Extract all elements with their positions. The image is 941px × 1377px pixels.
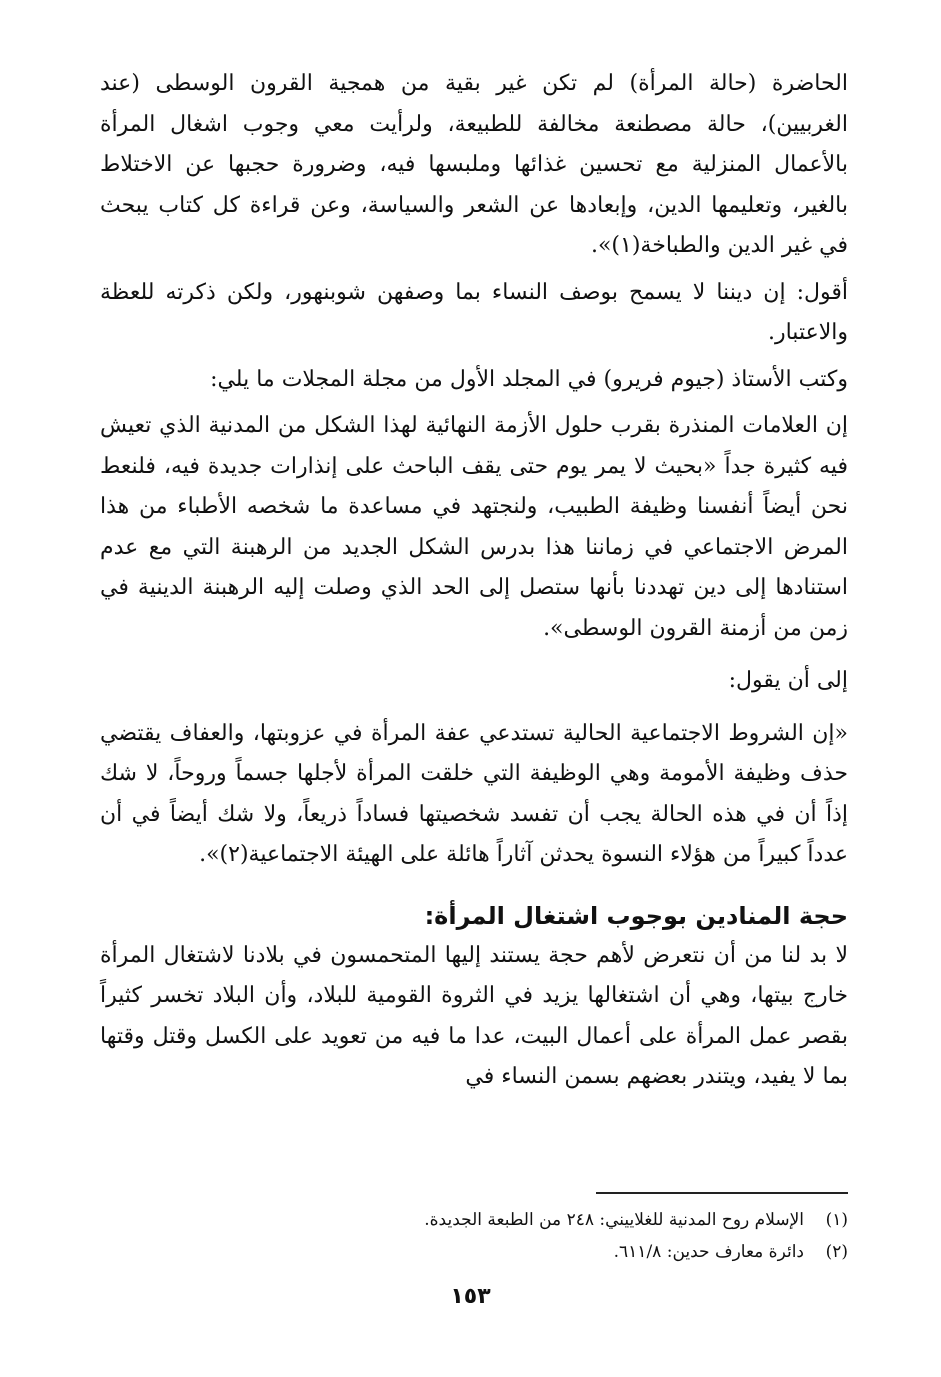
footnotes <box>100 1204 848 1268</box>
paragraph-1: الحاضرة (حالة المرأة) لم تكن غير بقية من همجية القرون الوسطى (عند الغربيين)، حالة مصطنعة مخالفة للطبيعة، ولرأيت معي وجوب اشغال المرأة بالأعمال المنزلية مع تحسين غذائها وملبسها فيه، وضرورة حجبها عن الاختلاط بالغير، وتعليمها الدين، وإبعادها عن الشعر والسياسة، وعن قراءة كل كتاب يبحث في غير الدين والطباخة(١)». <box>100 71 848 258</box>
paragraph-final: لا بد لنا من أن نتعرض لأهم حجة يستند إليها المتحمسون في بلادنا لاشتغال المرأة خارج بيتها، وهي أن اشتغالها يزيد في الثروة القومية للبلاد، وأن البلاد تخسر كثيراً بقصر عمل المرأة على أعمال البيت، عدا ما فيه من تعويد على الكسل وقتل وقتها بما لا يفيد، ويتندر بعضهم بسمن النساء في <box>100 942 848 1089</box>
paragraph-6: «إن الشروط الاجتماعية الحالية تستدعي عفة المرأة في عزوبتها، والعفاف يقتضي حذف وظيفة الأمومة وهي الوظيفة التي خلقت المرأة لأجلها جسماً وروحاً، لا شك إذاً أن في هذه الحالة يجب أن تفسد شخصيتها فساداً ذريعاً، ولا شك أيضاً في أن عدداً كبيراً من هؤلاء النسوة يحدثن آثاراً هائلة على الهيئة الاجتماعية(٢)». <box>100 720 848 867</box>
footnote-text: الإسلام روح المدنية للغلاييني: ٢٤٨ من الطبعة الجديدة. <box>424 1210 804 1230</box>
footnote-number: (١) <box>825 1210 848 1230</box>
footnote-2 <box>100 1236 848 1268</box>
footnote-text: دائرة معارف حدين: ٦١١/٨. <box>613 1242 804 1262</box>
footnote-divider <box>596 1192 848 1194</box>
section-heading: حجة المنادين بوجوب اشتغال المرأة: <box>424 901 848 930</box>
paragraph-5: إلى أن يقول: <box>728 668 848 693</box>
paragraph-3: وكتب الأستاذ (جيوم فريرو) في المجلد الأول من مجلة المجلات ما يلي: <box>210 366 848 392</box>
footnote-1 <box>100 1204 848 1236</box>
page-body <box>100 64 848 1098</box>
page-number: ١٥٣ <box>450 1284 491 1309</box>
paragraph-2: أقول: إن ديننا لا يسمح بوصف النساء بما وصفهن شوبنهور، ولكن ذكرته للعظة والاعتبار. <box>100 279 848 345</box>
paragraph-4: إن العلامات المنذرة بقرب حلول الأزمة النهائية لهذا الشكل من المدنية الذي تعيش فيه كثيرة جداً «بحيث لا يمر يوم حتى يقف الباحث على إنذارات جديدة فيه، فلنعط نحن أيضاً أنفسنا وظيفة الطبيب، ولنجتهد في مساعدة ما شخصه الأطباء من هذا المرض الاجتماعي في زماننا هذا بدرس الشكل الجديد من الرهبنة التي مع عدم استنادها إلى دين تهددنا بأنها ستصل إلى الحد الذي وصلت إليه الرهبنة الدينية في زمن من أزمنة القرون الوسطى». <box>100 413 848 641</box>
footnote-number: (٢) <box>825 1242 848 1262</box>
